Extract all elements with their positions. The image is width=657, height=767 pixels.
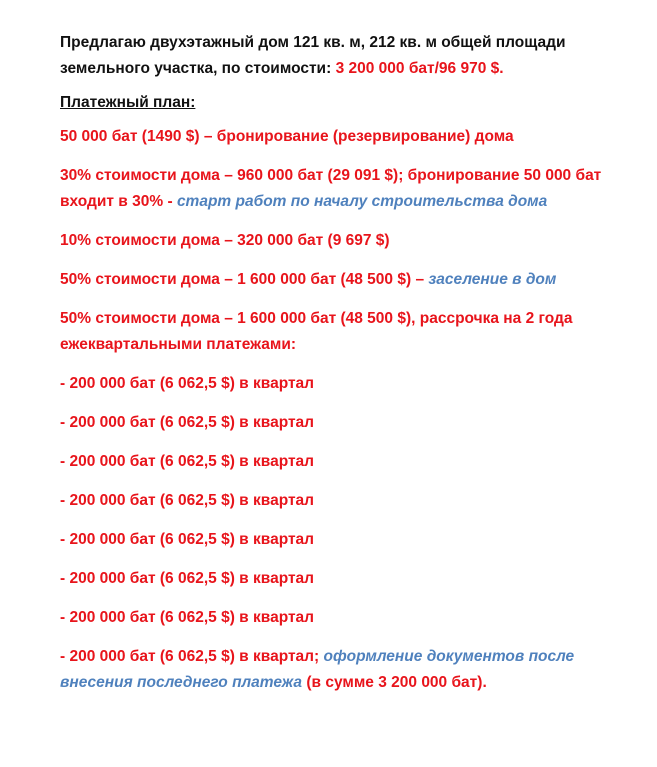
intro-price: 3 200 000 бат/96 970 $. xyxy=(335,60,504,77)
payment-note: заселение в дом xyxy=(428,271,557,288)
payment-50-percent-move-in xyxy=(60,267,630,293)
payment-booking xyxy=(60,124,630,150)
final-period: . xyxy=(482,674,487,691)
final-text: - 200 000 бат (6 062,5 $) в квартал; xyxy=(60,648,320,665)
plan-title: Платежный план: xyxy=(60,94,196,111)
final-note: оформление документов после внесения последнего платежа xyxy=(60,648,575,691)
payment-text: 30% стоимости дома – 960 000 бат (29 091 $); бронирование 50 000 бат входит в 30% - xyxy=(60,167,602,210)
document-body xyxy=(60,30,630,696)
installment-item: - 200 000 бат (6 062,5 $) в квартал xyxy=(60,453,315,470)
installment-item: - 200 000 бат (6 062,5 $) в квартал xyxy=(60,375,315,392)
payment-text: 50% стоимости дома – 1 600 000 бат (48 500 $), рассрочка на 2 года ежеквартальными платежами: xyxy=(60,310,573,353)
payment-text: 10% стоимости дома – 320 000 бат (9 697 $) xyxy=(60,232,390,249)
payment-note: старт работ по началу строительства дома xyxy=(176,193,548,210)
payment-text: 50% стоимости дома – 1 600 000 бат (48 500 $) – xyxy=(60,271,429,288)
intro-paragraph xyxy=(60,30,630,82)
payment-30-percent xyxy=(60,163,630,215)
payment-text: 50 000 бат (1490 $) – бронирование (резервирование) дома xyxy=(60,128,514,145)
installment-item: - 200 000 бат (6 062,5 $) в квартал xyxy=(60,609,315,626)
final-total: (в сумме 3 200 000 бат) xyxy=(306,674,483,691)
installment-item: - 200 000 бат (6 062,5 $) в квартал xyxy=(60,531,315,548)
installment-item: - 200 000 бат (6 062,5 $) в квартал xyxy=(60,570,315,587)
payment-10-percent xyxy=(60,228,630,254)
payment-50-percent-installment xyxy=(60,306,630,358)
installment-item: - 200 000 бат (6 062,5 $) в квартал xyxy=(60,492,315,509)
intro-text: Предлагаю двухэтажный дом 121 кв. м, 212 кв. м общей площади земельного участка, по стоимости: xyxy=(60,34,566,77)
installment-item: - 200 000 бат (6 062,5 $) в квартал xyxy=(60,414,315,431)
final-installment xyxy=(60,644,630,696)
